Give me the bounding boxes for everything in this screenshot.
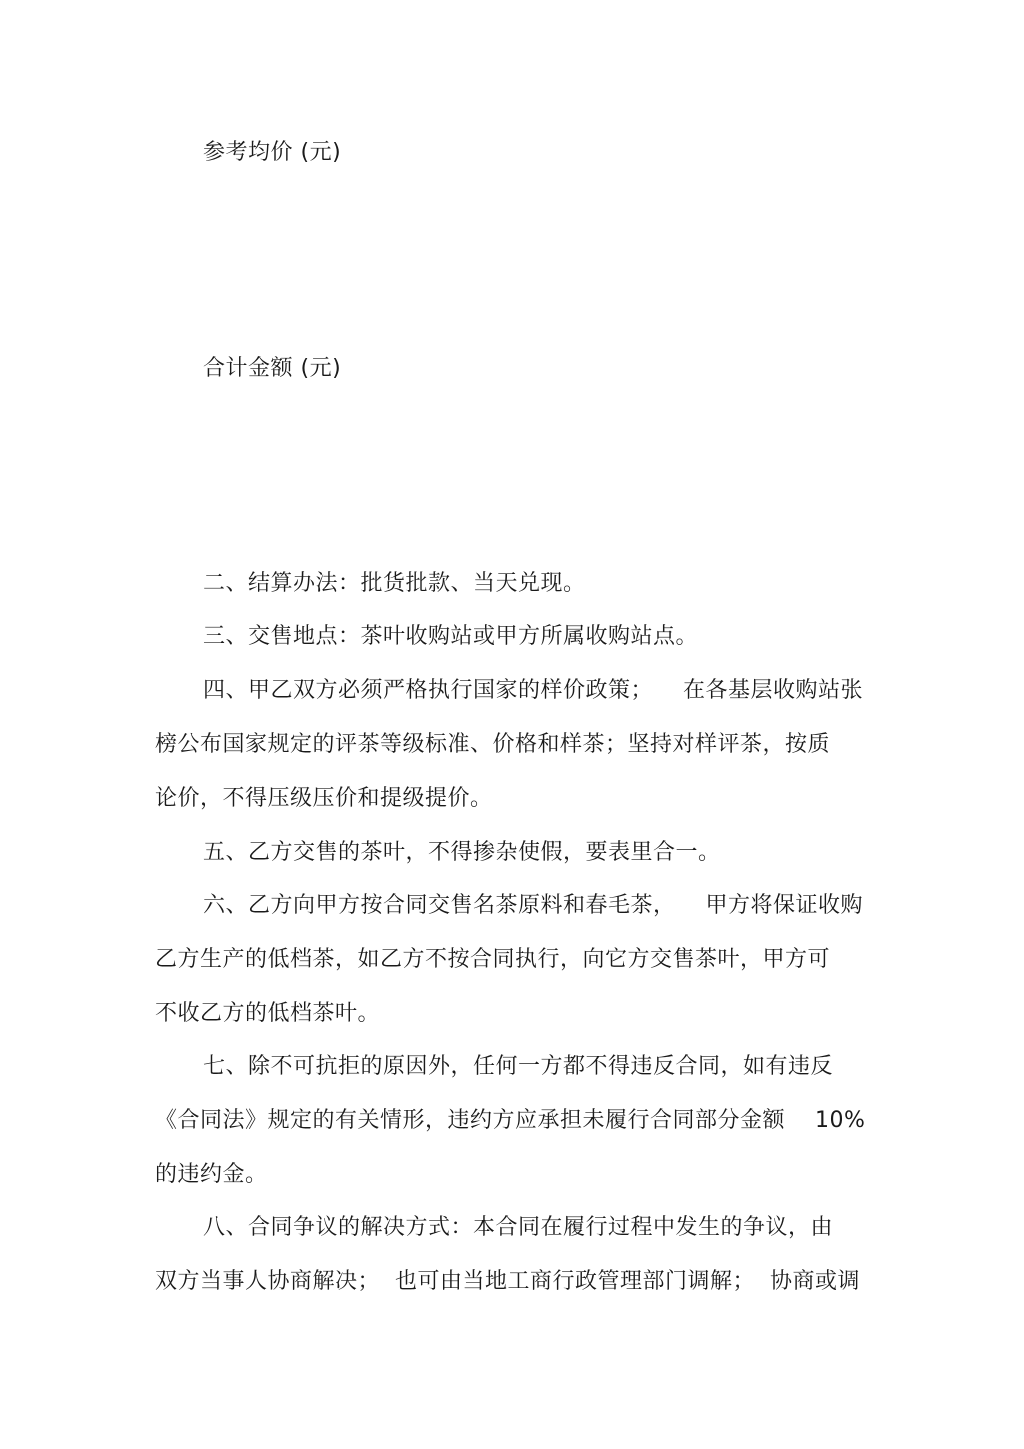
clause-7-line-1: 七、除不可抗拒的原因外，任何一方都不得违反合同，如有违反 [203, 1054, 834, 1079]
field-total-amount: 合计金额 (元) [203, 356, 342, 381]
clause-3-line-1: 三、交售地点：茶叶收购站或甲方所属收购站点。 [203, 624, 699, 649]
clause-5-line-1: 五、乙方交售的茶叶，不得掺杂使假，要表里合一。 [203, 840, 721, 865]
clause-6-line-3: 不收乙方的低档茶叶。 [155, 1001, 381, 1026]
clause-4-line-2: 榜公布国家规定的评茶等级标准、价格和样茶；坚持对样评茶，按质 [155, 732, 831, 757]
clause-7-line-2: 《合同法》规定的有关情形，违约方应承担未履行合同部分金额 10% [155, 1108, 866, 1133]
clause-8-line-2: 双方当事人协商解决； 也可由当地工商行政管理部门调解； 协商或调 [155, 1269, 860, 1294]
clause-8-line-1: 八、合同争议的解决方式：本合同在履行过程中发生的争议，由 [203, 1215, 834, 1240]
clause-2-line-1: 二、结算办法：批货批款、当天兑现。 [203, 571, 586, 596]
field-reference-average-price: 参考均价 (元) [203, 140, 342, 165]
clause-4-line-3: 论价，不得压级压价和提级提价。 [155, 786, 493, 811]
clause-7-line-3: 的违约金。 [155, 1162, 268, 1187]
clause-6-line-1: 六、乙方向甲方按合同交售名茶原料和春毛茶， 甲方将保证收购 [203, 893, 863, 918]
clause-6-line-2: 乙方生产的低档茶，如乙方不按合同执行，向它方交售茶叶，甲方可 [155, 947, 831, 972]
clause-4-line-1: 四、甲乙双方必须严格执行国家的样价政策； 在各基层收购站张 [203, 678, 863, 703]
